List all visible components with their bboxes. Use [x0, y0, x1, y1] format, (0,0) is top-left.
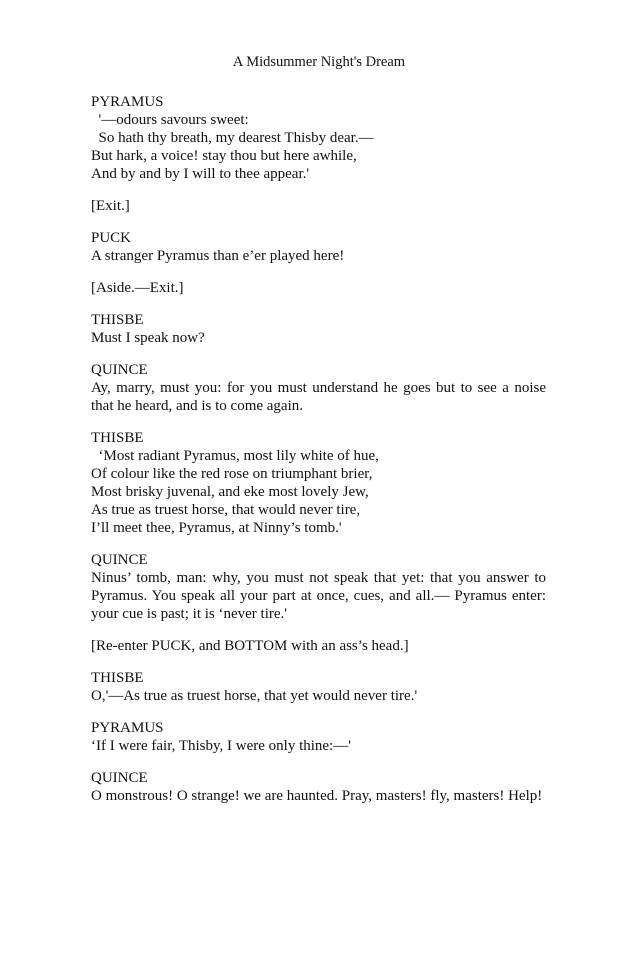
- verse-line: ‘If I were fair, Thisby, I were only thine:—': [91, 738, 351, 754]
- speaker-name: QUINCE: [91, 362, 148, 378]
- verse-line: As true as truest horse, that would never tire,: [91, 502, 361, 518]
- stage-direction-block: [91, 279, 546, 297]
- speaker-name: PYRAMUS: [91, 94, 164, 110]
- prose-speech: Ninus’ tomb, man: why, you must not speak that yet: that you answer to Pyramus. You speak all your part at once, cues, and all.— Pyramus enter: your cue is past; it is ‘never tire.': [91, 570, 546, 622]
- speech-block: [91, 311, 546, 347]
- verse-line: And by and by I will to thee appear.': [91, 166, 310, 182]
- speech-block: [91, 719, 546, 755]
- play-text: [91, 93, 546, 819]
- verse-line: Must I speak now?: [91, 330, 205, 346]
- speaker-name: QUINCE: [91, 552, 148, 568]
- verse-line: Of colour like the red rose on triumphant brier,: [91, 466, 373, 482]
- verse-line: So hath thy breath, my dearest Thisby dear.—: [91, 130, 374, 146]
- page-title: A Midsummer Night's Dream: [232, 54, 406, 70]
- verse-line: O,'—As true as truest horse, that yet would never tire.': [91, 688, 418, 704]
- speaker-name: PYRAMUS: [91, 720, 164, 736]
- speaker-name: THISBE: [91, 312, 144, 328]
- speaker-name: THISBE: [91, 670, 144, 686]
- speaker-name: QUINCE: [91, 770, 148, 786]
- speech-block: [91, 769, 546, 805]
- verse-line: Most brisky juvenal, and eke most lovely Jew,: [91, 484, 369, 500]
- stage-direction: [Exit.]: [91, 198, 130, 214]
- speech-block: [91, 669, 546, 705]
- verse-line: '—odours savours sweet:: [91, 112, 249, 128]
- speech-block: [91, 429, 546, 537]
- verse-line: I’ll meet thee, Pyramus, at Ninny’s tomb.': [91, 520, 342, 536]
- speech-block: [91, 93, 546, 183]
- prose-speech: Ay, marry, must you: for you must understand he goes but to see a noise that he heard, and is to come again.: [91, 380, 546, 414]
- stage-direction: [Re-enter PUCK, and BOTTOM with an ass’s head.]: [91, 638, 409, 654]
- speech-block: [91, 361, 546, 415]
- speaker-name: PUCK: [91, 230, 132, 246]
- verse-line: ‘Most radiant Pyramus, most lily white of hue,: [91, 448, 379, 464]
- stage-direction-block: [91, 637, 546, 655]
- stage-direction-block: [91, 197, 546, 215]
- verse-line: But hark, a voice! stay thou but here awhile,: [91, 148, 357, 164]
- speech-block: [91, 229, 546, 265]
- stage-direction: [Aside.—Exit.]: [91, 280, 184, 296]
- speaker-name: THISBE: [91, 430, 144, 446]
- speech-block: [91, 551, 546, 623]
- prose-speech: O monstrous! O strange! we are haunted. Pray, masters! fly, masters! Help!: [91, 788, 543, 804]
- verse-line: A stranger Pyramus than e’er played here!: [91, 248, 345, 264]
